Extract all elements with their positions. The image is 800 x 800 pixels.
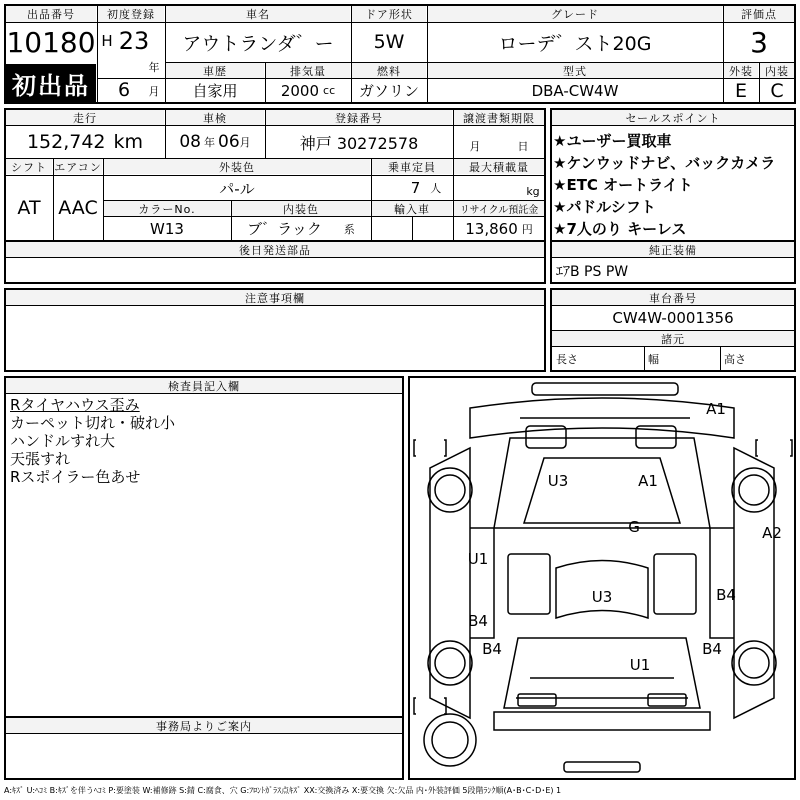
first-reg-year-unit: 年 — [148, 61, 160, 74]
first-reg-year: 23 — [118, 27, 150, 55]
damage-mark: B4 — [468, 612, 488, 630]
shift: AT — [17, 197, 41, 219]
inspector-line: 天張すれ — [10, 450, 71, 468]
color-no: W13 — [150, 219, 184, 238]
damage-mark: U3 — [591, 588, 613, 606]
color-no-label: カラーNo. — [104, 201, 230, 216]
damage-mark: U1 — [629, 656, 651, 674]
width-label: 幅 — [648, 353, 659, 366]
fuel-label: 燃料 — [352, 63, 426, 78]
damage-mark: G — [628, 518, 640, 536]
first-reg-month: 6 — [117, 79, 131, 101]
first-reg-label: 初度登録 — [98, 6, 164, 22]
door-label: ドア形状 — [352, 6, 426, 22]
car-diagram — [408, 376, 796, 780]
model-label: 型式 — [428, 63, 722, 78]
mileage-label: 走行 — [6, 110, 164, 125]
length-label: 長さ — [556, 353, 578, 366]
inspector-label: 検査員記入欄 — [6, 378, 402, 393]
inspection-date: 08 年 06 月 — [179, 132, 251, 152]
damage-mark: B4 — [716, 586, 736, 604]
transfer-label: 譲渡書類期限 — [454, 110, 544, 125]
ac: AAC — [58, 197, 98, 219]
grade: ローデ゛スト20G — [498, 32, 652, 55]
notes-label: 注意事項欄 — [6, 290, 544, 305]
transfer-month-unit: 月 — [469, 140, 481, 153]
grade-label: グレード — [428, 6, 722, 22]
reg-number: 神戸 30272578 — [299, 133, 419, 153]
recycle-fee: 13,860 円 — [465, 219, 533, 238]
interior-grade: C — [770, 79, 784, 102]
shift-label: シフト — [6, 159, 52, 174]
load-unit: kg — [526, 184, 540, 198]
score: 3 — [750, 25, 768, 59]
ac-label: エアコン — [54, 160, 102, 174]
sales-label: セールスポイント — [552, 110, 794, 125]
height-label: 高さ — [724, 353, 746, 366]
sales-item: ★ユーザー買取車 — [553, 132, 672, 150]
inspection-label: 車検 — [166, 110, 264, 125]
sales-item: ★ETC オートライト — [553, 176, 693, 194]
recycle-label: リサイクル預託金 — [454, 201, 544, 216]
capacity: 7 人 — [410, 179, 442, 197]
car-name-label: 車名 — [166, 6, 350, 22]
inspector-line: ハンドルすれ大 — [10, 432, 116, 450]
lot-label: 出品番号 — [6, 6, 96, 22]
damage-mark: A1 — [706, 400, 726, 418]
office-label: 事務局よりご案内 — [6, 718, 402, 733]
car-outline — [410, 378, 794, 778]
car-name: アウトランダ゛ー — [182, 32, 334, 55]
mileage: 152,742 km — [26, 131, 144, 153]
damage-mark: B4 — [482, 640, 502, 658]
lot-number: 10180 — [6, 25, 96, 59]
damage-mark: B4 — [702, 640, 722, 658]
first-reg-month-unit: 月 — [148, 85, 160, 98]
inspector-notes — [10, 396, 390, 486]
history-label: 車歴 — [166, 63, 264, 78]
inspector-line: カーペット切れ・破れ小 — [10, 414, 176, 432]
sales-list — [553, 130, 793, 240]
fuel: ガソリン — [358, 82, 419, 100]
history: 自家用 — [192, 82, 238, 100]
damage-mark: U1 — [467, 550, 489, 568]
transfer-day-unit: 日 — [517, 140, 529, 153]
displacement: 2000 cc — [280, 81, 336, 100]
exterior-label: 外装 — [724, 63, 758, 78]
sales-item: ★パドルシフト — [553, 198, 656, 216]
chassis-number: CW4W-0001356 — [612, 309, 734, 327]
inspector-line: Rタイヤハウス歪み — [10, 396, 140, 414]
interior-label: 内装 — [760, 63, 794, 78]
sales-item: ★7人のり キーレス — [553, 220, 687, 238]
parts-label: 後日発送部品 — [6, 242, 544, 257]
score-label: 評価点 — [724, 6, 794, 22]
displacement-label: 排気量 — [266, 63, 350, 78]
inspector-line: Rスポイラー色あせ — [10, 468, 141, 486]
model: DBA-CW4W — [531, 81, 619, 100]
capacity-label: 乗車定員 — [372, 159, 452, 174]
damage-mark: U3 — [547, 472, 569, 490]
load-label: 最大積載量 — [454, 159, 544, 174]
legend: A:ｷｽﾞ U:ﾍｺﾐ B:ｷｽﾞを伴うﾍｺﾐ P:要塗装 W:補修跡 S:錆 C:腐食、穴 G:ﾌﾛﾝﾄｶﾞﾗｽ点ｷｽﾞ XX:交換済み X:要交換 欠:欠品 内･外装評価 5段階ﾗﾝｸ順(A･B･C･D･E) 1 — [4, 785, 562, 795]
door-type: 5W — [373, 31, 405, 53]
equipment-label: 純正装備 — [552, 242, 794, 257]
reg-label: 登録番号 — [266, 110, 452, 125]
damage-mark: A1 — [638, 472, 658, 490]
exterior-grade: E — [734, 79, 747, 102]
color-label: 外装色 — [104, 159, 370, 174]
import-label: 輸入車 — [372, 201, 452, 216]
first-listing-badge: 初出品 — [6, 64, 96, 102]
dims-label: 諸元 — [552, 331, 794, 346]
equipment-value: ｴｱB PS PW — [556, 264, 629, 280]
first-reg-era: H — [101, 32, 113, 50]
damage-mark: A2 — [762, 524, 782, 542]
int-color: ブ゛ラック 系 — [247, 220, 355, 238]
color: パ-ル — [219, 179, 255, 198]
int-color-label: 内装色 — [232, 201, 370, 216]
sales-item: ★ケンウッドナビ、バックカメラ — [553, 154, 776, 172]
chassis-label: 車台番号 — [552, 290, 794, 305]
